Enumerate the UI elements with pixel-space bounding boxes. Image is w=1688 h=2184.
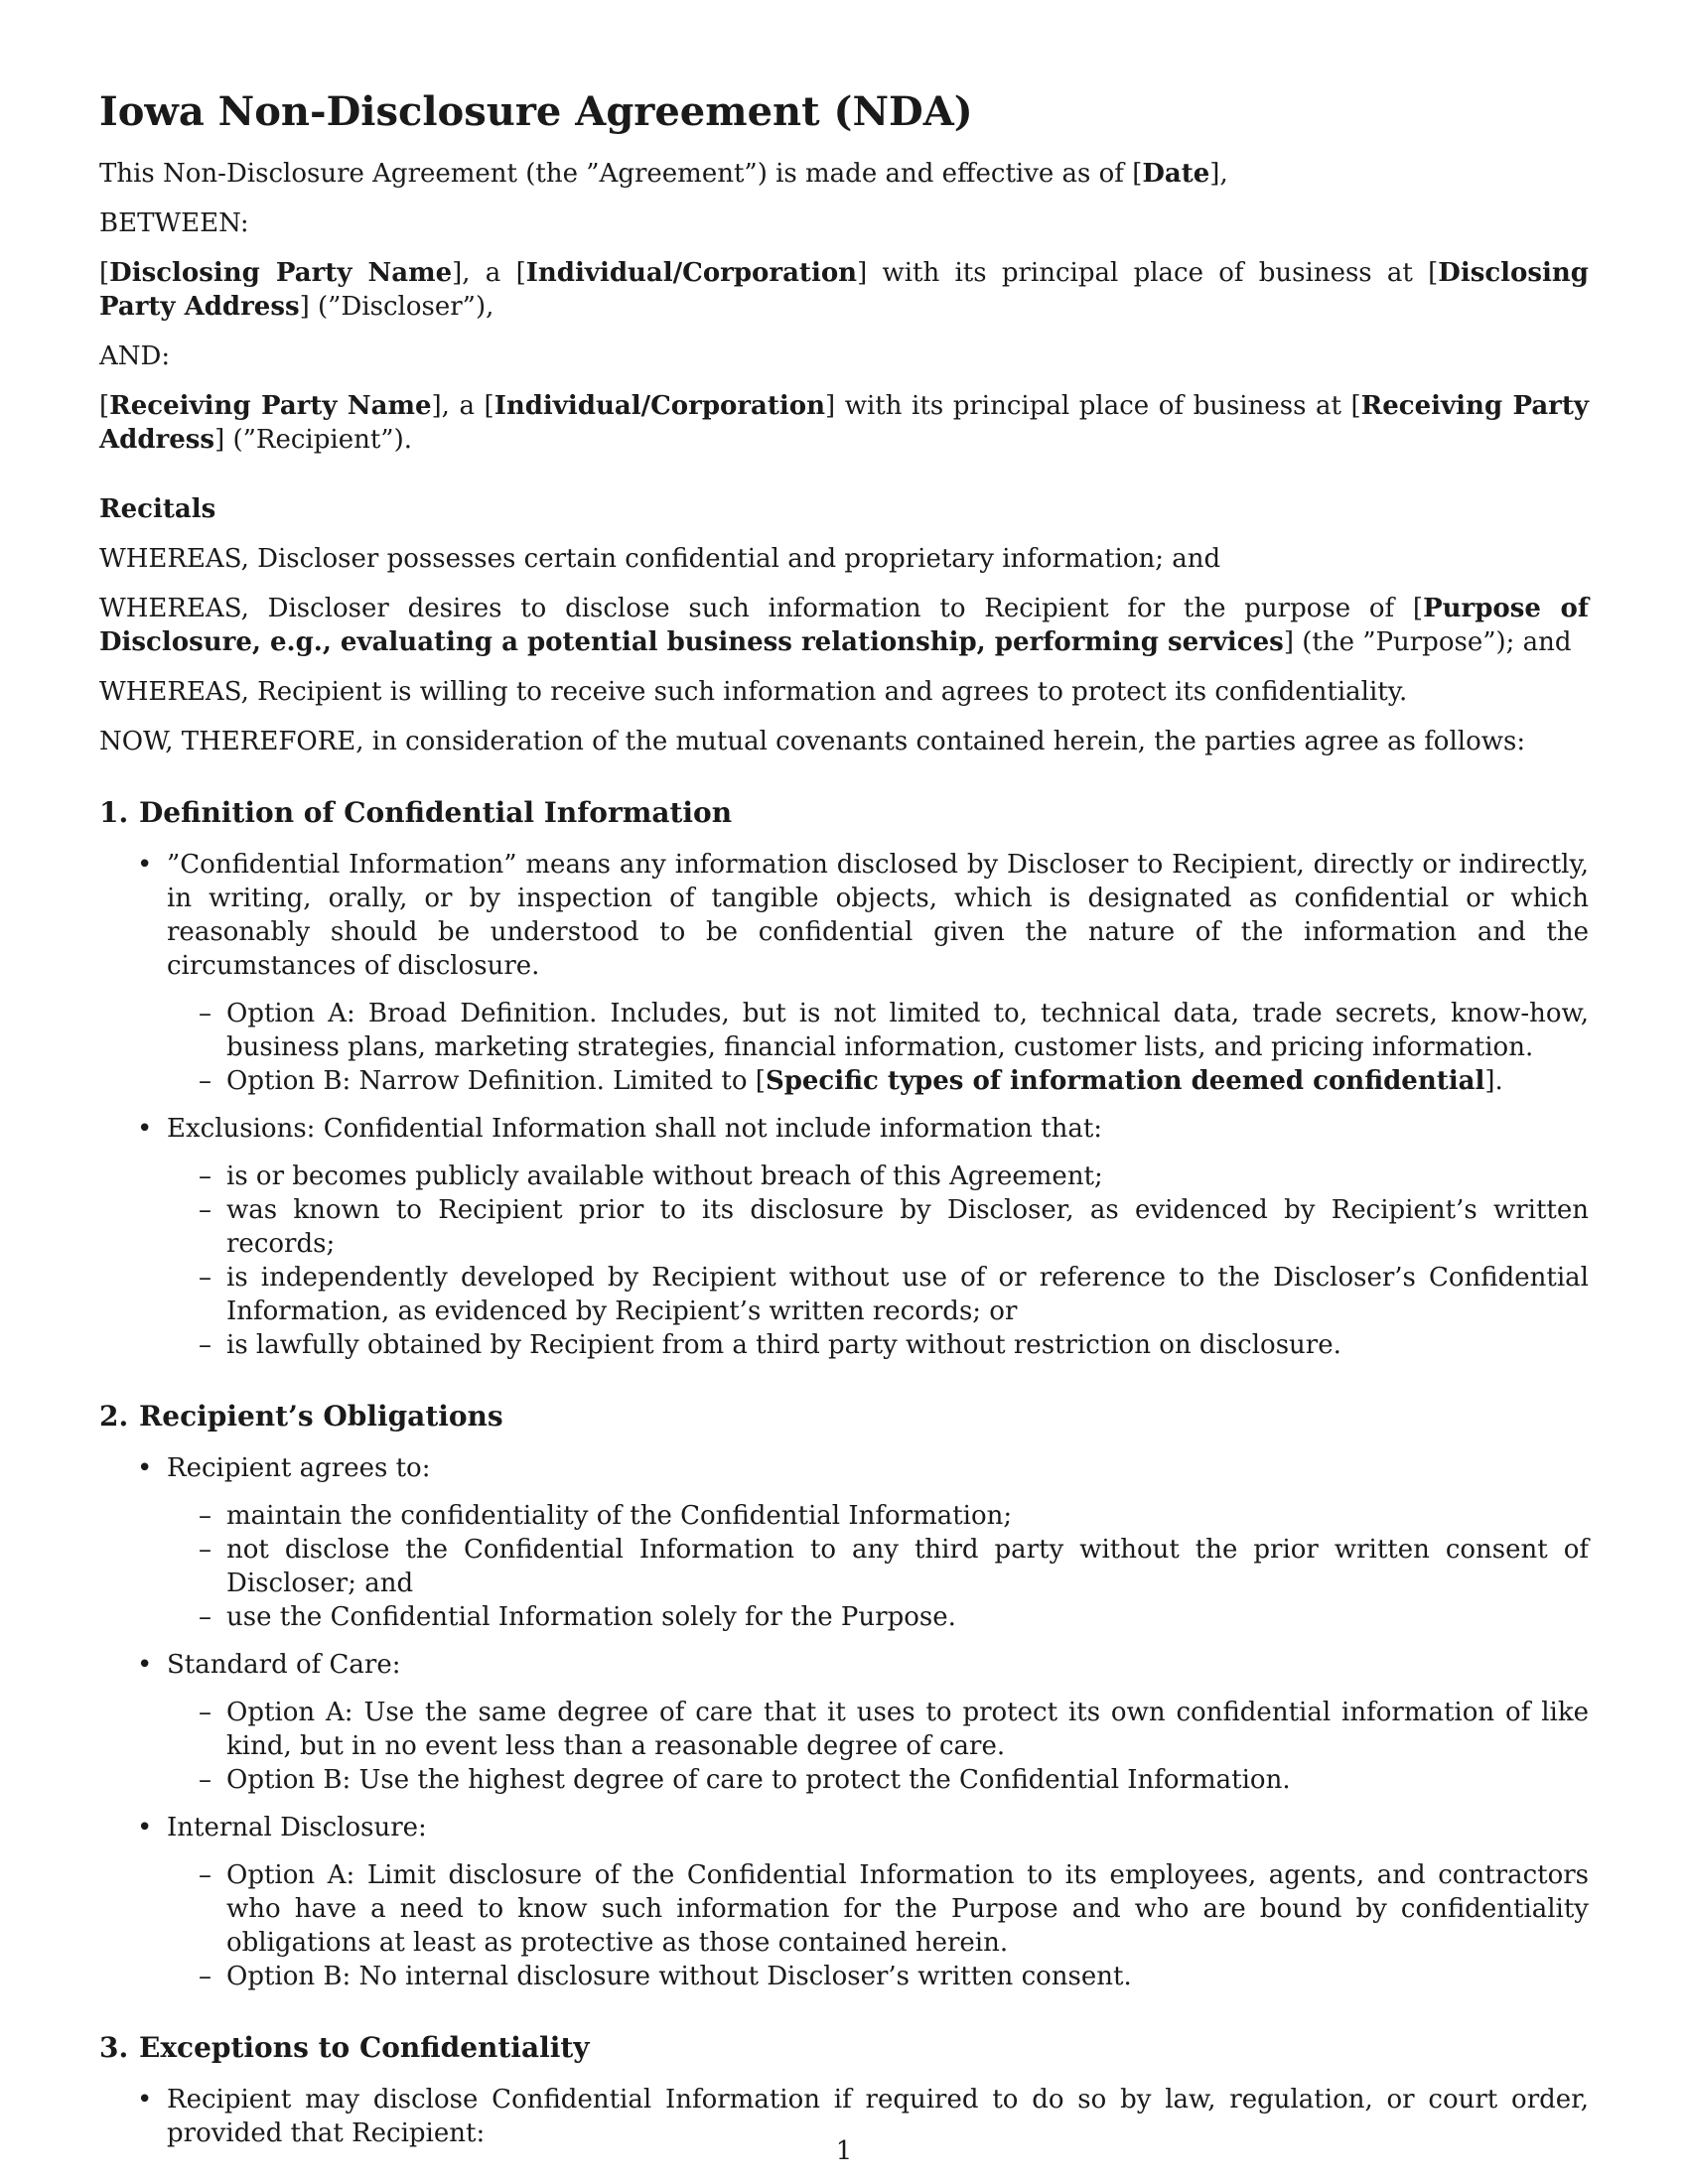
recital-2: WHEREAS, Discloser desires to disclose such information to Recipient for the purpose of [Purpose of Disclosure, e.g., evaluating a potential business relationship, performing services] (the ”Purpose”); and bbox=[99, 594, 1589, 657]
list-item: – Option B: Narrow Definition. Limited to [Specific types of information deemed confidential]. bbox=[167, 1064, 1589, 1098]
list-item: • Recipient agrees to: – maintain the confidentiality of the Confidential Information; – not disclose the Confidential Information to any third party without the prior written consent of Discloser; and – use the Confidential Information solely for the Purpose. bbox=[99, 1451, 1589, 1634]
specific-types-placeholder: Specific types of information deemed confidential bbox=[765, 1066, 1485, 1096]
and-label: AND: bbox=[99, 341, 171, 371]
list-item: – is or becomes publicly available without breach of this Agreement; bbox=[167, 1160, 1589, 1193]
section-3-heading: 3. Exceptions to Confidentiality bbox=[99, 2031, 590, 2064]
recital-1: WHEREAS, Discloser possesses certain confidential and proprietary information; and bbox=[99, 544, 1221, 574]
discloser-paragraph: [Disclosing Party Name], a [Individual/Corporation] with its principal place of business at [Disclosing Party Address] (”Discloser”), bbox=[99, 258, 1589, 322]
section-1-list bbox=[99, 848, 1589, 1362]
list-item: – use the Confidential Information solely for the Purpose. bbox=[167, 1600, 1589, 1634]
recital-3: WHEREAS, Recipient is willing to receive such information and agrees to protect its confidentiality. bbox=[99, 677, 1408, 707]
definition-options bbox=[167, 997, 1589, 1098]
document-page bbox=[99, 87, 1589, 2164]
exclusions-list bbox=[167, 1160, 1589, 1362]
discloser-address-placeholder: Disclosing Party Address bbox=[99, 258, 1589, 322]
list-item: – Option B: Use the highest degree of care to protect the Confidential Information. bbox=[167, 1763, 1589, 1797]
list-item: – Option A: Limit disclosure of the Confidential Information to its employees, agents, and contractors who have a need to know such information for the Purpose and who are bound by confidentiality obligations at least as protective as those contained herein. bbox=[167, 1858, 1589, 1960]
list-item: – is independently developed by Recipient without use of or reference to the Discloser’s Confidential Information, as evidenced by Recipient’s written records; or bbox=[167, 1261, 1589, 1328]
intro-paragraph: This Non-Disclosure Agreement (the ”Agreement”) is made and effective as of [Date], bbox=[99, 159, 1228, 189]
section-1-heading: 1. Definition of Confidential Information bbox=[99, 796, 733, 829]
page-number: 1 bbox=[835, 2136, 853, 2166]
recipient-address-placeholder: Receiving Party Address bbox=[99, 391, 1589, 455]
list-item: • Internal Disclosure: – Option A: Limit disclosure of the Confidential Information to its employees, agents, and contractors who have a need to know such information for the Purpose and who are bound by confidentiality obligations at least as protective as those contained herein. – Option B: No internal disclosure without Discloser’s written consent. bbox=[99, 1811, 1589, 1993]
recipient-paragraph: [Receiving Party Name], a [Individual/Corporation] with its principal place of business at [Receiving Party Address] (”Recipient”). bbox=[99, 391, 1589, 455]
internal-disclosure-options bbox=[167, 1858, 1589, 1993]
list-item: – was known to Recipient prior to its disclosure by Discloser, as evidenced by Recipient’s written records; bbox=[167, 1193, 1589, 1261]
obligations-list bbox=[167, 1499, 1589, 1634]
section-2-list bbox=[99, 1451, 1589, 1993]
between-label: BETWEEN: bbox=[99, 208, 249, 238]
list-item: – not disclose the Confidential Information to any third party without the prior written consent of Discloser; and bbox=[167, 1533, 1589, 1600]
recipient-type-placeholder: Individual/Corporation bbox=[493, 391, 826, 421]
recipient-name-placeholder: Receiving Party Name bbox=[109, 391, 432, 421]
list-item: – Option A: Broad Definition. Includes, but is not limited to, technical data, trade secrets, know-how, business plans, marketing strategies, financial information, customer lists, and pricing information. bbox=[167, 997, 1589, 1064]
standard-of-care-options bbox=[167, 1696, 1589, 1797]
list-item: – is lawfully obtained by Recipient from a third party without restriction on disclosure. bbox=[167, 1328, 1589, 1362]
recitals-heading: Recitals bbox=[99, 494, 216, 524]
discloser-type-placeholder: Individual/Corporation bbox=[525, 258, 858, 288]
date-placeholder: Date bbox=[1142, 159, 1210, 189]
list-item: – Option A: Use the same degree of care that it uses to protect its own confidential information of like kind, but in no event less than a reasonable degree of care. bbox=[167, 1696, 1589, 1763]
list-item: • ”Confidential Information” means any information disclosed by Discloser to Recipient, directly or indirectly, in writing, orally, or by inspection of tangible objects, which is designated as confidential or which reasonably should be understood to be confidential given the nature of the information and the circumstances of disclosure. – Option A: Broad Definition. Includes, but is not limited to, technical data, trade secrets, know-how, business plans, marketing strategies, financial information, customer lists, and pricing information. – Option B: Narrow Definition. Limited to [Specific types of information deemed confidential]. bbox=[99, 848, 1589, 1098]
list-item: • Exclusions: Confidential Information shall not include information that: – is or becomes publicly available without breach of this Agreement; – was known to Recipient prior to its disclosure by Discloser, as evidenced by Recipient’s written records; – is independently developed by Recipient without use of or reference to the Discloser’s Confidential Information, as evidenced by Recipient’s written records; or – is lawfully obtained by Recipient from a third party without restriction on disclosure. bbox=[99, 1112, 1589, 1362]
list-item: – Option B: No internal disclosure without Discloser’s written consent. bbox=[167, 1960, 1589, 1993]
list-item: • Standard of Care: – Option A: Use the same degree of care that it uses to protect its own confidential information of like kind, but in no event less than a reasonable degree of care. – Option B: Use the highest degree of care to protect the Confidential Information. bbox=[99, 1648, 1589, 1797]
list-item: • Recipient may disclose Confidential Information if required to do so by law, regulation, or court order, provided that Recipient: bbox=[99, 2083, 1589, 2150]
purpose-placeholder: Purpose of Disclosure, e.g., evaluating a potential business relationship, performing services bbox=[99, 594, 1589, 657]
discloser-name-placeholder: Disclosing Party Name bbox=[109, 258, 453, 288]
section-2-heading: 2. Recipient’s Obligations bbox=[99, 1400, 503, 1433]
recital-4: NOW, THEREFORE, in consideration of the mutual covenants contained herein, the parties agree as follows: bbox=[99, 727, 1526, 756]
document-title: Iowa Non-Disclosure Agreement (NDA) bbox=[99, 88, 973, 135]
list-item: – maintain the confidentiality of the Confidential Information; bbox=[167, 1499, 1589, 1533]
